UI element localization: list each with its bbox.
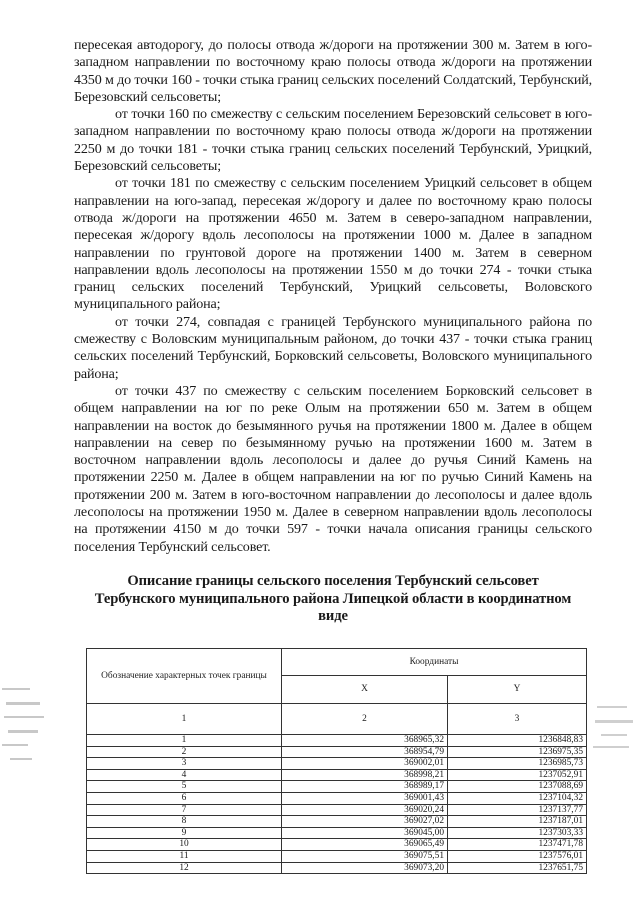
point-number: 4 [87, 769, 282, 781]
coord-y: 1237576,01 [448, 850, 587, 862]
table-row [87, 792, 587, 804]
coord-x: 368989,17 [282, 781, 448, 793]
column-number: 2 [282, 704, 448, 735]
table-body [87, 735, 587, 874]
coord-y: 1236985,73 [448, 758, 587, 770]
section-heading [74, 573, 592, 626]
header-point-designation: Обозначение характерных точек границы [87, 649, 282, 704]
coord-y: 1237303,33 [448, 827, 587, 839]
coord-y: 1236975,35 [448, 746, 587, 758]
coord-x: 369020,24 [282, 804, 448, 816]
coord-y: 1237052,91 [448, 769, 587, 781]
coord-y: 1237651,75 [448, 862, 587, 874]
table-row [87, 769, 587, 781]
point-number: 11 [87, 850, 282, 862]
scan-artifact [0, 680, 78, 770]
point-number: 2 [87, 746, 282, 758]
table-row [87, 758, 587, 770]
coord-x: 369027,02 [282, 816, 448, 828]
heading-line: виде [318, 608, 348, 625]
table-row [87, 804, 587, 816]
coord-x: 368998,21 [282, 769, 448, 781]
coord-y: 1236848,83 [448, 735, 587, 747]
coord-y: 1237187,01 [448, 816, 587, 828]
table-row [87, 735, 587, 747]
paragraph: от точки 160 по смежеству с сельским поселением Березовский сельсовет в юго-западном направлении по восточному краю полосы отвода ж/дороги на протяжении 2250 м до точки 181 - точки стыка границ сельских поселений Тербунский, Урицкий, Березовский сельсоветы; [74, 106, 592, 175]
coord-y: 1237104,32 [448, 792, 587, 804]
coord-x: 368954,79 [282, 746, 448, 758]
table-row [87, 850, 587, 862]
coordinates-table [86, 648, 587, 874]
point-number: 1 [87, 735, 282, 747]
header-coordinates: Координаты [282, 649, 587, 676]
heading-line: Описание границы сельского поселения Тербунский сельсовет [127, 573, 539, 589]
table-row [87, 827, 587, 839]
point-number: 7 [87, 804, 282, 816]
header-x: X [282, 675, 448, 703]
table-row [87, 862, 587, 874]
column-number: 3 [448, 704, 587, 735]
coord-x: 369075,51 [282, 850, 448, 862]
coord-x: 369001,43 [282, 792, 448, 804]
coord-y: 1237088,69 [448, 781, 587, 793]
point-number: 3 [87, 758, 282, 770]
heading-line: Тербунского муниципального района Липецкой области в координатном [94, 590, 572, 607]
body-text [74, 37, 592, 556]
paragraph: от точки 181 по смежеству с сельским поселением Урицкий сельсовет в общем направлении на юго-запад, пересекая ж/дорогу и далее по восточному краю полосы отвода ж/дороги на протяжении 4650 м. Затем в северо-западном направлении, пересекая ж/дорогу вдоль лесополосы на протяжении 1000 м. Далее в западном направлении по грунтовой дороге на протяжении 1400 м. Затем в северном направлении вдоль лесополосы на протяжении 1550 м до точки 274 - точки стыка границ сельских поселений Тербунский, Урицкий сельсоветы, Воловского муниципального района; [74, 175, 592, 313]
point-number: 8 [87, 816, 282, 828]
paragraph: пересекая автодорогу, до полосы отвода ж/дороги на протяжении 300 м. Затем в юго-западном направлении по восточному краю полосы отвода ж/дороги на протяжении 4350 м до точки 160 - точки стыка границ сельских поселений Солдатский, Тербунский, Березовский сельсоветы; [74, 37, 592, 105]
coord-y: 1237471,78 [448, 839, 587, 851]
point-number: 10 [87, 839, 282, 851]
coord-y: 1237137,77 [448, 804, 587, 816]
column-number: 1 [87, 704, 282, 735]
paragraph: от точки 274, совпадая с границей Тербунского муниципального района по смежеству с Воловским муниципальным районом, до точки 437 - точки стыка границ сельских поселений Тербунский, Борковский сельсоветы, Воловского муниципального района; [74, 313, 592, 382]
header-y: Y [448, 675, 587, 703]
coord-x: 369002,01 [282, 758, 448, 770]
scan-artifact [593, 700, 639, 760]
coord-x: 369073,20 [282, 862, 448, 874]
point-number: 9 [87, 827, 282, 839]
coord-x: 368965,32 [282, 735, 448, 747]
paragraph: от точки 437 по смежеству с сельским поселением Борковский сельсовет в общем направлении на юг по реке Олым на протяжении 650 м. Затем в общем направлении на восток до безымянного ручья на протяжении 1800 м. Далее в общем направлении на север по безымянному ручью на протяжении 1600 м. Затем в восточном направлении вдоль лесополосы и далее до ручья Синий Камень на протяжении 2250 м. Далее в общем направлении на юг по ручью Синий Камень на протяжении 200 м. Затем в юго-восточном направлении до лесополосы и далее вдоль лесополосы на протяжении 1950 м. Далее в северном направлении вдоль лесополосы на протяжении 4150 м до точки 597 - точки начала описания границы сельского поселения Тербунский сельсовет. [74, 382, 592, 555]
table-row [87, 839, 587, 851]
coord-x: 369045,00 [282, 827, 448, 839]
point-number: 6 [87, 792, 282, 804]
table-row [87, 816, 587, 828]
point-number: 5 [87, 781, 282, 793]
table-row [87, 746, 587, 758]
table-row [87, 781, 587, 793]
coord-x: 369065,49 [282, 839, 448, 851]
point-number: 12 [87, 862, 282, 874]
